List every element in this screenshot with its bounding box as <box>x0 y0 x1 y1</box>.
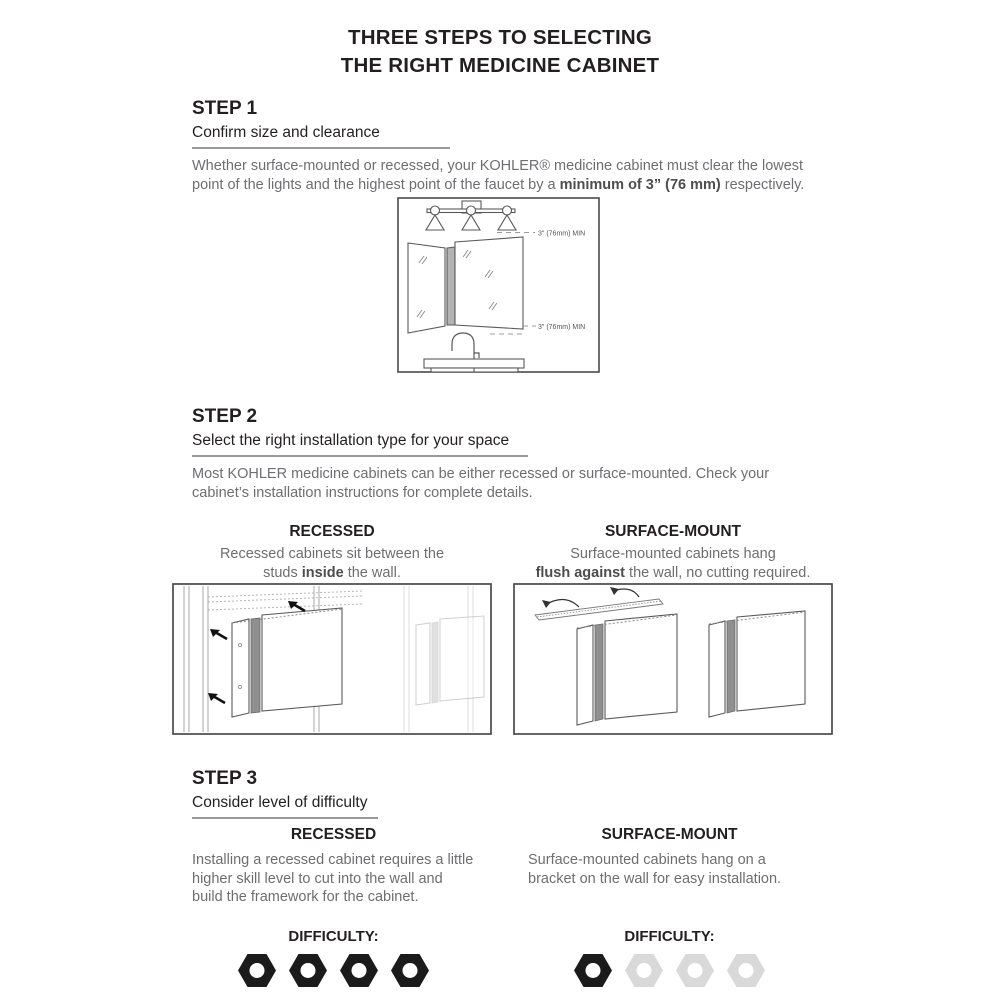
sink-counter-icon <box>424 359 524 372</box>
recessed-title: RECESSED <box>289 523 375 540</box>
medicine-cabinet-icon <box>408 237 523 333</box>
surface-difficulty <box>528 928 811 987</box>
step1-heading: STEP 1 <box>192 98 258 119</box>
step1-body <box>192 157 808 194</box>
recessed-caption-line2 <box>263 565 401 581</box>
clearance-diagram <box>397 197 600 373</box>
step3-surface-desc: Surface-mounted cabinets hang on a bracket on the wall for easy installation. <box>528 852 782 887</box>
hex-nut-filled-icon <box>289 954 327 987</box>
surface-difficulty-label: DIFFICULTY: <box>624 928 715 945</box>
step2-recessed-header <box>172 523 492 583</box>
hex-nut-empty-icon <box>676 954 714 987</box>
clearance-bottom-label: 3" (76mm) MIN <box>538 324 586 331</box>
step3-recessed-col <box>192 826 475 907</box>
recessed-caption-pre: studs <box>263 565 302 581</box>
step1-body-post: respectively. <box>720 176 805 193</box>
hex-nut-filled-icon <box>574 954 612 987</box>
step1-subheading: Confirm size and clearance <box>192 123 450 149</box>
step3-heading: STEP 3 <box>192 768 258 789</box>
recessed-caption-bold: inside <box>301 565 344 581</box>
hex-nut-empty-icon <box>727 954 765 987</box>
step2-heading: STEP 2 <box>192 406 258 427</box>
step3-subheading: Consider level of difficulty <box>192 793 378 819</box>
surface-cabinet-2 <box>709 611 805 717</box>
recessed-caption <box>172 545 492 583</box>
step3-recessed-title: RECESSED <box>290 826 377 843</box>
surface-difficulty-rating <box>528 954 811 987</box>
step2-section <box>192 405 808 502</box>
surface-caption-bold: flush against <box>535 565 626 581</box>
hex-nut-filled-icon <box>340 954 378 987</box>
surface-caption-post: the wall, no cutting required. <box>625 565 811 581</box>
recessed-illustration <box>172 583 492 735</box>
recessed-caption-post: the wall. <box>343 565 401 581</box>
step2-body: Most KOHLER medicine cabinets can be either recessed or surface-mounted. Check your cabinet’s installation instructions for complete details. <box>192 466 770 501</box>
hex-nut-empty-icon <box>625 954 663 987</box>
surface-cabinet-1 <box>577 614 677 725</box>
step3-surface-col <box>528 826 811 888</box>
recessed-difficulty-rating <box>192 954 475 987</box>
page-title <box>0 24 1000 80</box>
clearance-top-label: 3" (76mm) MIN <box>538 230 586 238</box>
recessed-difficulty <box>192 928 475 987</box>
recessed-cabinet <box>232 608 342 717</box>
hex-nut-filled-icon <box>238 954 276 987</box>
step3-recessed-desc: Installing a recessed cabinet requires a little higher skill level to cut into the wall and build the framework for the cabinet. <box>192 852 474 905</box>
step2-subheading: Select the right installation type for your space <box>192 431 528 457</box>
recessed-cabinet-installed <box>416 616 484 705</box>
surface-caption-line1: Surface-mounted cabinets hang <box>570 546 776 562</box>
hex-nut-filled-icon <box>391 954 429 987</box>
recessed-difficulty-label: DIFFICULTY: <box>288 928 379 945</box>
surface-title: SURFACE-MOUNT <box>604 523 742 540</box>
surface-caption-line2 <box>536 565 811 581</box>
step1-section <box>192 97 808 194</box>
step3-section <box>192 767 808 819</box>
page-title-line1: THREE STEPS TO SELECTING <box>348 26 652 49</box>
surface-caption <box>513 545 833 583</box>
step3-surface-title: SURFACE-MOUNT <box>601 826 738 843</box>
step1-body-bold: minimum of 3” (76 mm) <box>559 176 721 193</box>
recessed-caption-line1: Recessed cabinets sit between the <box>219 546 445 562</box>
step2-surface-header <box>513 523 833 583</box>
page-title-line2: THE RIGHT MEDICINE CABINET <box>340 54 660 77</box>
surface-mount-illustration <box>513 583 833 735</box>
step1-body-pre: Whether surface-mounted or recessed, your KOHLER® medicine cabinet must clear the lowest point of the lights and the highest point of the faucet by a <box>192 158 804 193</box>
